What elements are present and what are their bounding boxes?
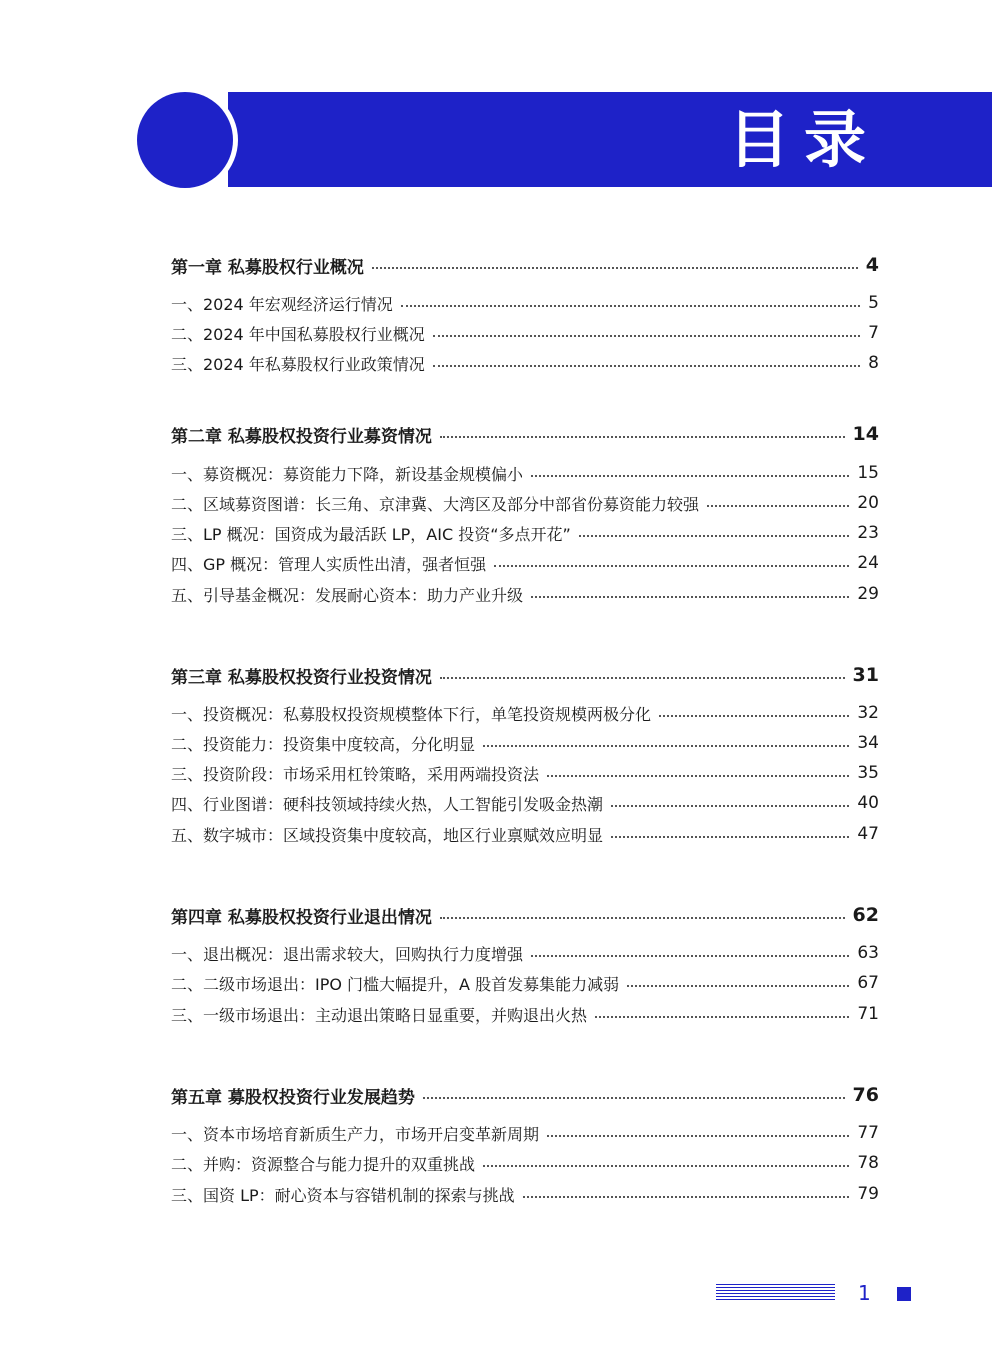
toc-chapter[interactable]: [171, 421, 879, 447]
toc-leader-dots: [531, 955, 849, 957]
toc-page-number: 4: [865, 254, 879, 276]
toc-section[interactable]: [171, 790, 879, 816]
toc-section-title: 三、LP 概况：国资成为最活跃 LP，AIC 投资“多点开花”: [171, 524, 571, 544]
toc-chapter-title: 第一章 私募股权行业概况: [171, 257, 364, 278]
toc-chapter[interactable]: [171, 662, 879, 688]
footer-page-number: 1: [858, 1281, 871, 1305]
toc-page-number: 34: [857, 733, 879, 753]
toc-section[interactable]: [171, 1150, 879, 1176]
toc-page-number: 63: [857, 943, 879, 963]
toc-leader-dots: [423, 1097, 845, 1099]
toc-section-title: 三、投资阶段：市场采用杠铃策略，采用两端投资法: [171, 764, 540, 784]
toc-section[interactable]: [171, 581, 879, 607]
toc-leader-dots: [547, 1135, 849, 1137]
toc-page-number: 77: [857, 1123, 879, 1143]
toc-chapter-title: 第三章 私募股权投资行业投资情况: [171, 667, 432, 688]
toc-page-number: 7: [868, 323, 879, 343]
toc-leader-dots: [433, 335, 860, 337]
toc-page-number: 76: [852, 1084, 879, 1106]
toc-section-title: 一、资本市场培育新质生产力，市场开启变革新周期: [171, 1124, 540, 1144]
toc-leader-dots: [433, 365, 860, 367]
page-title: 目录: [727, 103, 880, 176]
toc-chapter[interactable]: [171, 1082, 879, 1108]
toc-section-title: 一、投资概况：私募股权投资规模整体下行，单笔投资规模两极分化: [171, 704, 652, 724]
toc-page-number: 29: [857, 584, 879, 604]
footer-stripes-decoration: [716, 1284, 835, 1302]
toc-page-number: 14: [852, 423, 879, 445]
toc-section-title: 一、2024 年宏观经济运行情况: [171, 294, 393, 314]
toc-section-title: 二、并购：资源整合与能力提升的双重挑战: [171, 1154, 476, 1174]
toc-section[interactable]: [171, 290, 879, 316]
toc-section[interactable]: [171, 730, 879, 756]
toc-chapter[interactable]: [171, 902, 879, 928]
toc-leader-dots: [440, 917, 845, 919]
toc-section[interactable]: [171, 490, 879, 516]
toc-section-title: 二、区域募资图谱：长三角、京津冀、大湾区及部分中部省份募资能力较强: [171, 494, 700, 514]
toc-page-number: 24: [857, 553, 879, 573]
toc-page-number: 35: [857, 763, 879, 783]
toc-leader-dots: [440, 436, 845, 438]
toc-section[interactable]: [171, 940, 879, 966]
toc-section[interactable]: [171, 821, 879, 847]
toc-section-title: 五、引导基金概况：发展耐心资本：助力产业升级: [171, 585, 524, 605]
toc-page-number: 47: [857, 824, 879, 844]
toc-section[interactable]: [171, 700, 879, 726]
toc-section-title: 二、投资能力：投资集中度较高，分化明显: [171, 734, 476, 754]
toc-section[interactable]: [171, 1181, 879, 1207]
toc-leader-dots: [531, 475, 849, 477]
toc-leader-dots: [547, 775, 849, 777]
toc-section-title: 三、一级市场退出：主动退出策略日显重要，并购退出火热: [171, 1005, 588, 1025]
toc-page-number: 62: [852, 904, 879, 926]
toc-leader-dots: [659, 715, 849, 717]
toc-leader-dots: [483, 745, 849, 747]
toc-chapter-title: 第五章 募股权投资行业发展趋势: [171, 1087, 415, 1108]
toc-section[interactable]: [171, 460, 879, 486]
toc-page-number: 20: [857, 493, 879, 513]
toc-page-number: 23: [857, 523, 879, 543]
toc-leader-dots: [440, 677, 845, 679]
toc-leader-dots: [483, 1165, 849, 1167]
toc-page-number: 67: [857, 973, 879, 993]
toc-leader-dots: [611, 836, 849, 838]
toc-leader-dots: [531, 596, 849, 598]
toc-page-number: 71: [857, 1004, 879, 1024]
footer-square-decoration: [897, 1287, 911, 1301]
toc-leader-dots: [611, 805, 849, 807]
toc-section[interactable]: [171, 520, 879, 546]
toc-page-number: 8: [868, 353, 879, 373]
toc-section[interactable]: [171, 970, 879, 996]
toc-leader-dots: [579, 535, 850, 537]
toc-leader-dots: [523, 1196, 850, 1198]
toc-chapter-title: 第二章 私募股权投资行业募资情况: [171, 426, 432, 447]
toc-section-title: 二、二级市场退出：IPO 门槛大幅提升，A 股首发募集能力减弱: [171, 974, 620, 994]
toc-section-title: 三、2024 年私募股权行业政策情况: [171, 354, 425, 374]
toc-page-number: 15: [857, 463, 879, 483]
toc-section-title: 一、退出概况：退出需求较大，回购执行力度增强: [171, 944, 524, 964]
toc-page-number: 31: [852, 664, 879, 686]
toc-page-number: 40: [857, 793, 879, 813]
toc-section-title: 三、国资 LP：耐心资本与容错机制的探索与挑战: [171, 1185, 515, 1205]
toc-section-title: 一、募资概况：募资能力下降，新设基金规模偏小: [171, 464, 524, 484]
toc-leader-dots: [707, 505, 849, 507]
toc-chapter-title: 第四章 私募股权投资行业退出情况: [171, 907, 432, 928]
toc-page-number: 32: [857, 703, 879, 723]
toc-section[interactable]: [171, 550, 879, 576]
toc-section-title: 四、行业图谱：硬科技领域持续火热，人工智能引发吸金热潮: [171, 794, 604, 814]
toc-section[interactable]: [171, 1001, 879, 1027]
toc-section-title: 二、2024 年中国私募股权行业概况: [171, 324, 425, 344]
toc-section[interactable]: [171, 320, 879, 346]
header-circle-decoration: [137, 92, 233, 188]
toc-section-title: 五、数字城市：区域投资集中度较高，地区行业禀赋效应明显: [171, 825, 604, 845]
toc-section[interactable]: [171, 1120, 879, 1146]
toc-page-number: 78: [857, 1153, 879, 1173]
toc-page-number: 79: [857, 1184, 879, 1204]
toc-section-title: 四、GP 概况：管理人实质性出清，强者恒强: [171, 554, 487, 574]
toc-leader-dots: [494, 565, 849, 567]
toc-leader-dots: [595, 1016, 849, 1018]
toc-leader-dots: [627, 985, 849, 987]
toc-page-number: 5: [868, 293, 879, 313]
toc-leader-dots: [372, 267, 858, 269]
toc-leader-dots: [401, 305, 860, 307]
toc-section[interactable]: [171, 350, 879, 376]
toc-chapter[interactable]: [171, 252, 879, 278]
toc-section[interactable]: [171, 760, 879, 786]
